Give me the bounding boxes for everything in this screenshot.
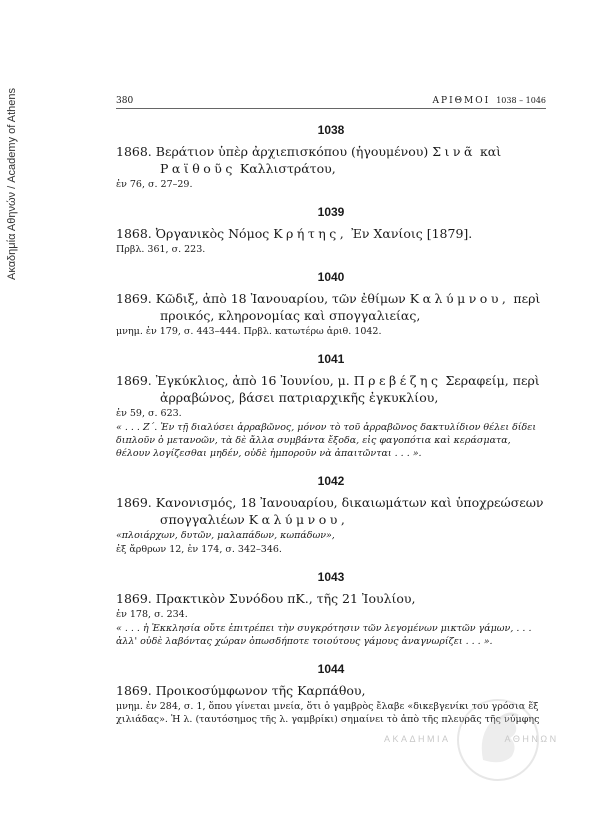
entry-1042	[116, 474, 546, 556]
entry-text: Σεραφείμ, περὶ ἀρραβώνος, βάσει πατριαρχικῆς ἐγκυκλίου,	[160, 373, 540, 405]
entry-number: 1044	[317, 662, 345, 676]
entry-main	[116, 372, 546, 406]
entry-reference: μνημ. ἐν 179, σ. 443–444. Πρβλ. κατωτέρω ἀριθ. 1042.	[116, 326, 382, 337]
entry-reference: Πρβλ. 361, σ. 223.	[116, 244, 206, 255]
entry-number: 1038	[317, 123, 345, 137]
entry-number: 1039	[317, 205, 345, 219]
entry-main	[116, 590, 546, 607]
entry-place: Ραϊθοῦς	[160, 161, 236, 176]
entry-number: 1040	[317, 270, 345, 284]
entry-quote: «πλοιάρχων, δυτῶν, μαλαπάδων, κωπάδων»,	[116, 530, 335, 541]
entry-main	[116, 290, 546, 324]
entry-year: 1869.	[116, 291, 152, 306]
entry-text: Ἐγκύκλιος, ἀπὸ 16 Ἰουνίου, μ.	[155, 373, 350, 388]
entry-place: Κρήτης,	[273, 226, 348, 241]
entry-place: Σινᾶ	[432, 144, 476, 159]
entry-reference: ἐξ ἄρθρων 12, ἐν 174, σ. 342–346.	[116, 544, 282, 555]
entry-reference: ἐν 178, σ. 234.	[116, 609, 188, 620]
entry-note: μνημ. ἐν 284, σ. 1, ὅπου γίνεται μνεία, ὅτι ὁ γαμβρὸς ἔλαβε «δικεβγενίκι του γρόσια ἕξ χιλιάδας». Ἡ λ. (ταυτόσημος τῆς λ. γαμβρίκι) σημαίνει τὸ ἀπὸ τῆς πλευρᾶς τῆς νύμφης	[116, 701, 540, 725]
running-range: 1038 – 1046	[496, 96, 546, 105]
entry-number: 1042	[317, 474, 345, 488]
entry-reference: ἐν 59, σ. 623.	[116, 408, 182, 419]
entry-quote: « . . . ἡ Ἐκκλησία οὔτε ἐπιτρέπει τὴν συγκρότησιν τῶν λεγομένων μικτῶν γάμων, . . . ἀλλ' οὐδὲ λαβόντας χώραν ὁπωσδήποτε τοιούτους γάμους ἀναγνωρίζει . . . ».	[116, 623, 532, 647]
entry-text: Ὀργανικὸς Νόμος	[155, 226, 270, 241]
entry-place: Πρεβέζης	[353, 373, 442, 388]
entry-year: 1869.	[116, 591, 152, 606]
entry-text: Ἐν Χανίοις [1879].	[351, 226, 473, 241]
entry-number: 1043	[317, 570, 345, 584]
entry-text: Προικοσύμφωνον τῆς Καρπάθου,	[155, 683, 366, 698]
side-watermark: Ακαδημία Αθηνών / Academy of Athens	[6, 87, 18, 280]
entry-1040	[116, 270, 546, 338]
entry-1039	[116, 205, 546, 256]
entry-year: 1869.	[116, 683, 152, 698]
entry-number: 1041	[317, 352, 345, 366]
entry-reference: ἐν 76, σ. 27–29.	[116, 179, 193, 190]
page-number: 380	[116, 96, 134, 106]
entry-text: Πρακτικὸν Συνόδου πΚ., τῆς 21 Ἰουλίου,	[155, 591, 416, 606]
watermark-left: ΑΚΑΔΗΜΙΑ	[384, 734, 451, 744]
entry-text: Βεράτιον ὑπὲρ ἀρχιεπισκόπου (ἡγουμένου)	[155, 144, 429, 159]
entry-1038	[116, 123, 546, 191]
entry-text: Καλλιστράτου,	[239, 161, 336, 176]
entry-text: Κῶδιξ, ἀπὸ 18 Ἰανουαρίου, τῶν ἐθίμων	[155, 291, 406, 306]
entry-year: 1868.	[116, 226, 152, 241]
watermark-right: ΑΘΗΝΩΝ	[504, 734, 559, 744]
entry-text: καὶ	[479, 144, 502, 159]
entry-1043	[116, 570, 546, 648]
academy-watermark	[384, 734, 559, 744]
running-title	[433, 96, 546, 106]
running-head	[116, 96, 546, 109]
document-page	[116, 96, 546, 726]
entry-text: περὶ προικός, κληρονομίας καὶ σπογγαλιείας,	[160, 291, 541, 323]
entry-year: 1869.	[116, 495, 152, 510]
entry-quote: « . . . Ζ΄. Ἐν τῇ διαλύσει ἀρραβῶνος, μόνον τὸ τοῦ ἀρραβῶνος δακτυλίδιον θέλει δίδει διπλοῦν ὁ μετανοῶν, τὰ δὲ ἄλλα συμβάντα ἔξοδα, εἰς φαγοπότια καὶ κεράσματα, θέλουν λογίζεσθαι μηδέν, οὐδὲ ἠμποροῦν νὰ ἀπαιτῶνται . . . ».	[116, 422, 537, 459]
entry-main	[116, 494, 546, 528]
entry-text: Κανονισμός, 18 Ἰανουαρίου, δικαιωμάτων καὶ ὑποχρεώσεων σπογγαλιέων	[155, 495, 544, 527]
entry-year: 1868.	[116, 144, 152, 159]
entry-1041	[116, 352, 546, 460]
entry-main	[116, 143, 546, 177]
entry-main	[116, 225, 546, 242]
entry-place: Καλύμνου,	[248, 512, 349, 527]
running-title-text: ΑΡΙΘΜΟΙ	[432, 96, 491, 106]
entry-place: Καλύμνου,	[409, 291, 510, 306]
entry-year: 1869.	[116, 373, 152, 388]
